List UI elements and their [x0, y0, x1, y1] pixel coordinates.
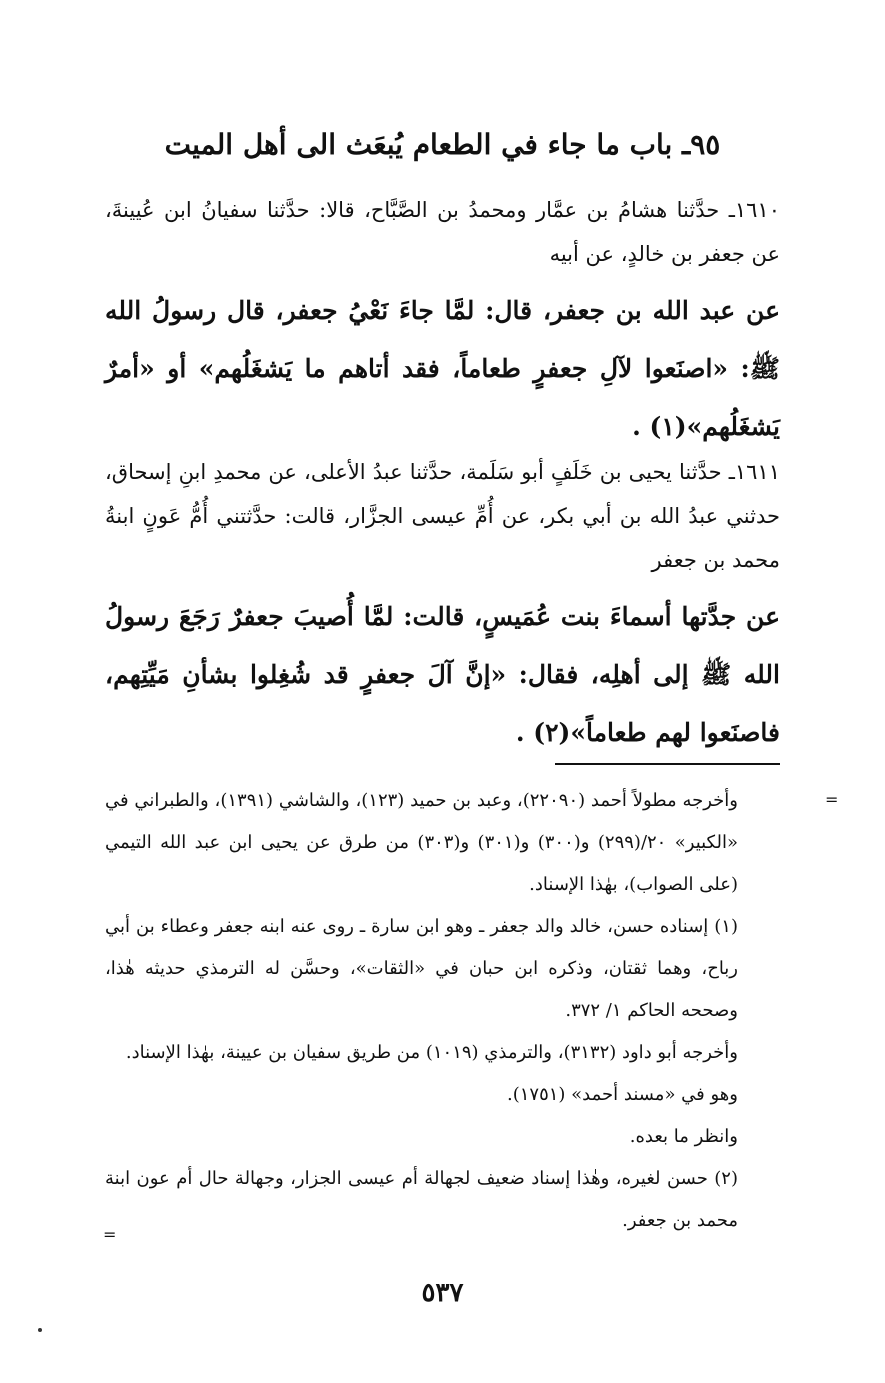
hadith-1611-body: عن جدَّتها أسماءَ بنت عُمَيسٍ، قالت: لمَّا أُصيبَ جعفرٌ رَجَعَ رسولُ الله ﷺ إلى أهلِه، فقال: «إنَّ آلَ جعفرٍ قد شُغِلوا بشأنِ مَيِّتِهم، فاصنَعوا لهم طعاماً»(٢) .: [105, 602, 780, 747]
footnote-continuation: وأخرجه مطولاً أحمد (٢٢٠٩٠)، وعبد بن حميد (١٢٣)، والشاشي (١٣٩١)، والطبراني في «الكبير» ٢٠/(٢٩٩) و(٣٠٠) و(٣٠١) و(٣٠٣) من طرق عن يحيى ابن عبد الله التيمي (على الصواب)، بهٰذا الإسناد.: [105, 790, 738, 895]
hadith-1610-body: عن عبد الله بن جعفر، قال: لمَّا جاءَ نَعْيُ جعفر، قال رسولُ الله ﷺ: «اصنَعوا لآلِ جعفرٍ طعاماً، فقد أتاهم ما يَشغَلُهم» أو «أمرٌ يَشغَلُهم»(١) .: [105, 296, 780, 441]
footnotes: [105, 780, 780, 1242]
footnote-1: (١) إسناده حسن، خالد والد جعفر ـ وهو ابن سارة ـ روى عنه ابنه جعفر وعطاء بن أبي رباح، وهما ثقتان، وذكره ابن حبان في «الثقات»، وحسَّن له الترمذي حديثه هٰذا، وصححه الحاكم ١/ ٣٧٢.: [105, 916, 738, 1021]
footnote-separator: [555, 763, 780, 765]
footnote-1-sources: وأخرجه أبو داود (٣١٣٢)، والترمذي (١٠١٩) من طريق سفيان بن عيينة، بهٰذا الإسناد.: [125, 1042, 738, 1063]
hadith-1611-chain: ١٦١١ـ حدَّثنا يحيى بن خَلَفٍ أبو سَلَمة، حدَّثنا عبدُ الأعلى، عن محمدِ ابنِ إسحاق، حدثني عبدُ الله بن أبي بكر، عن أُمِّ عيسى الجزَّار، قالت: حدَّثتني أُمُّ عَونٍ ابنةُ محمد بن جعفر: [105, 460, 780, 572]
footnote-2: (٢) حسن لغيره، وهٰذا إسناد ضعيف لجهالة أم عيسى الجزار، وجهالة حال أم عون ابنة محمد بن جعفر.: [105, 1168, 738, 1231]
footnote-1-musnad: وهو في «مسند أحمد» (١٧٥١).: [506, 1084, 738, 1105]
scan-speck: [38, 1328, 42, 1332]
footnote-continuation-marker: =: [825, 790, 839, 809]
hadith-1610-chain: ١٦١٠ـ حدَّثنا هشامُ بن عمَّار ومحمدُ بن الصَّبَّاح، قالا: حدَّثنا سفيانُ ابن عُيينةَ، عن جعفر بن خالدٍ، عن أبيه: [105, 198, 780, 266]
footnote-1-see-next: وانظر ما بعده.: [629, 1126, 738, 1147]
chapter-title: ٩٥ـ باب ما جاء في الطعام يُبعَث الى أهل الميت: [164, 128, 721, 161]
page-number: ٥٣٧: [421, 1278, 464, 1308]
footnote-end-marker: =: [103, 1225, 117, 1244]
